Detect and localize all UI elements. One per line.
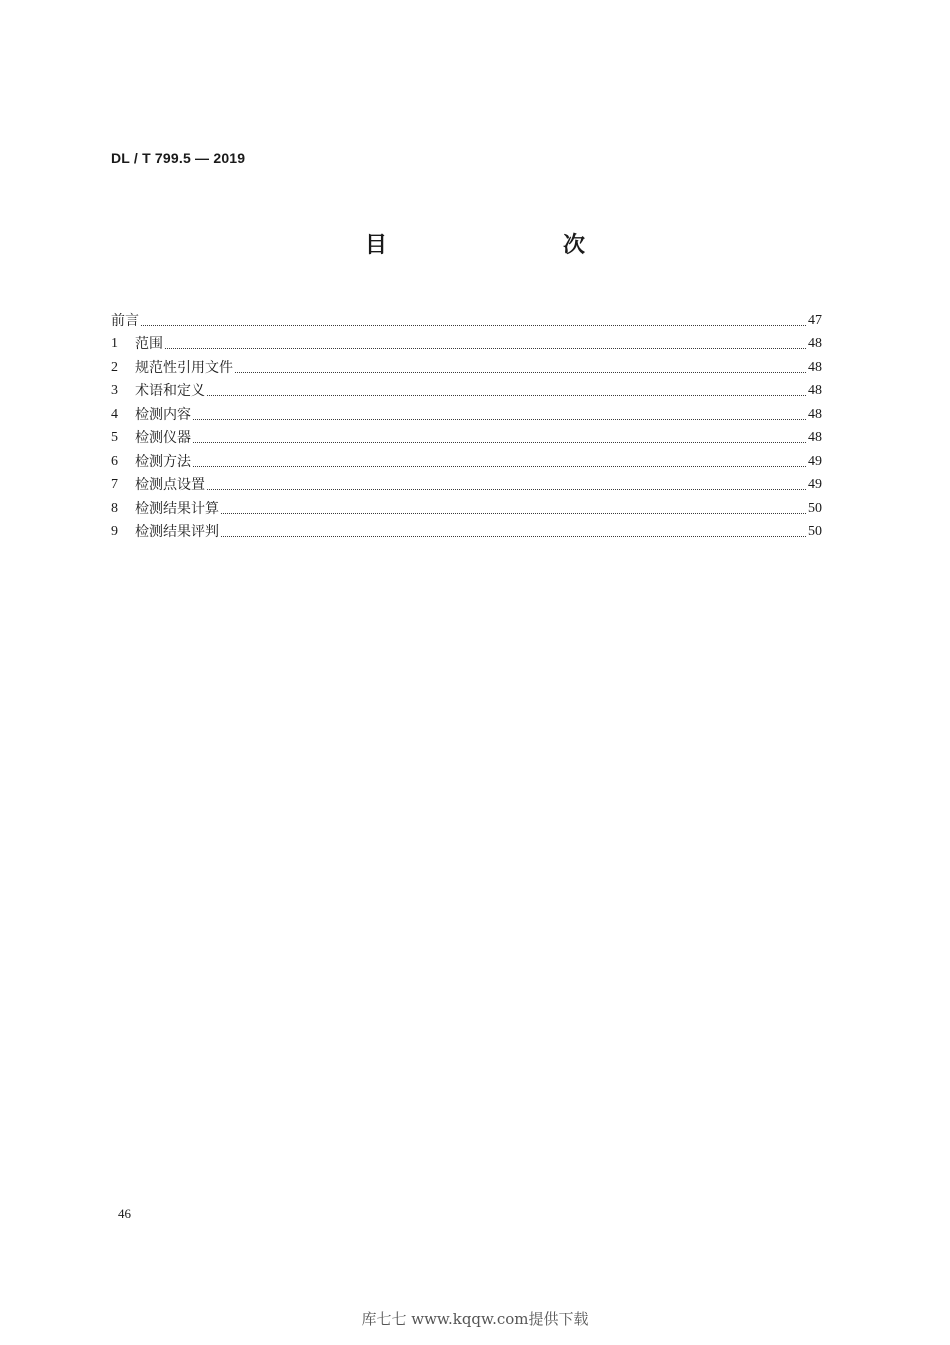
standard-code: DL / T 799.5 — 2019 — [111, 150, 246, 166]
toc-leader-dots — [193, 466, 806, 467]
toc-leader-dots — [193, 419, 806, 420]
toc-entry-number: 4 — [111, 406, 118, 422]
table-of-contents — [111, 306, 822, 541]
toc-leader-dots — [207, 395, 806, 396]
toc-entry-6[interactable] — [111, 447, 822, 471]
toc-entry-9[interactable] — [111, 518, 822, 542]
toc-entry-page: 48 — [808, 406, 822, 422]
toc-entry-text: 规范性引用文件 — [135, 359, 233, 376]
toc-entry-number: 6 — [111, 453, 118, 469]
toc-entry-number: 2 — [111, 359, 118, 375]
toc-leader-dots — [235, 372, 806, 373]
toc-entry-number: 9 — [111, 524, 118, 539]
toc-entry-number: 8 — [111, 500, 118, 516]
toc-entry-4[interactable] — [111, 400, 822, 424]
toc-leader-dots — [207, 489, 806, 490]
toc-entry-text: 检测内容 — [135, 406, 191, 423]
toc-entry-page: 47 — [808, 312, 822, 328]
toc-entry-text: 范围 — [135, 336, 163, 352]
toc-leader-dots — [165, 348, 806, 349]
toc-entry-text: 前言 — [111, 312, 139, 329]
toc-entry-number: 3 — [111, 383, 118, 398]
toc-entry-text: 检测方法 — [135, 453, 191, 470]
download-watermark: 库七七 www.kqqw.com提供下载 — [361, 1310, 589, 1328]
toc-leader-dots — [221, 536, 806, 537]
toc-entry-page: 48 — [808, 383, 822, 398]
toc-entry-foreword[interactable] — [111, 306, 822, 330]
toc-entry-text: 检测结果计算 — [135, 500, 219, 517]
toc-leader-dots — [193, 442, 806, 443]
toc-entry-text: 检测点设置 — [135, 477, 205, 493]
toc-entry-page: 48 — [808, 336, 822, 351]
toc-entry-page: 50 — [808, 524, 822, 539]
toc-entry-page: 48 — [808, 430, 822, 445]
toc-entry-text: 检测结果评判 — [135, 524, 219, 540]
toc-leader-dots — [221, 513, 806, 514]
toc-leader-dots — [141, 325, 806, 326]
toc-entry-2[interactable] — [111, 353, 822, 377]
toc-entry-7[interactable] — [111, 471, 822, 495]
toc-title: 目 次 — [364, 233, 629, 258]
toc-entry-text: 检测仪器 — [135, 430, 191, 446]
toc-entry-page: 48 — [808, 359, 822, 375]
page-number: 46 — [118, 1206, 131, 1221]
toc-entry-5[interactable] — [111, 424, 822, 448]
toc-entry-number: 5 — [111, 430, 118, 445]
toc-entry-number: 1 — [111, 336, 118, 351]
toc-entry-text: 术语和定义 — [135, 383, 205, 399]
toc-entry-page: 49 — [808, 453, 822, 469]
toc-entry-number: 7 — [111, 477, 118, 492]
toc-entry-1[interactable] — [111, 330, 822, 354]
toc-entry-page: 49 — [808, 477, 822, 492]
toc-entry-page: 50 — [808, 500, 822, 516]
toc-entry-3[interactable] — [111, 377, 822, 401]
toc-entry-8[interactable] — [111, 494, 822, 518]
